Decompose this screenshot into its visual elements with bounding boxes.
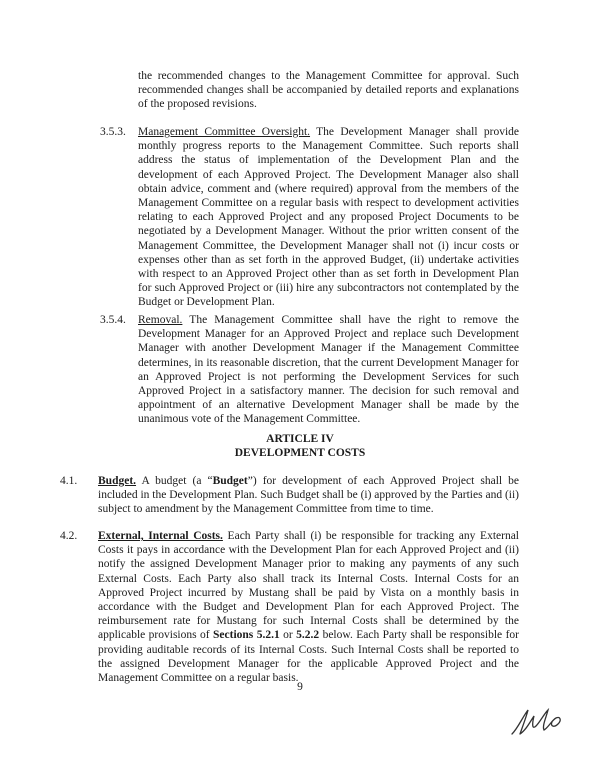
section-4-2-text-a: Each Party shall (i) be responsible for tracking any External Costs it pays in accordance with the Development Plan for each Approved Project and (ii) notify the assigned Development Manager prior to making any payments of any such External Costs. Each Party also shall track its Internal Costs. Internal Costs for an Approved Project incurred by Mustang shall be paid by Vista on a monthly basis in accordance with the Budget and Development Plan for each Approved Project. The reimbursement rate for Mustang for such Internal Costs shall be determined by the applicable provisions of	[98, 530, 519, 642]
section-4-2	[98, 529, 519, 685]
section-4-2-ref-b: 5.2.2	[296, 629, 320, 642]
section-number-4-1: 4.1.	[60, 475, 78, 487]
section-4-2-heading: External, Internal Costs.	[98, 530, 223, 542]
section-3-5-4	[138, 313, 519, 427]
section-3-5-3-text: The Development Manager shall provide monthly progress reports to the Management Committee. Such reports shall address the status of implementation of the Development Plan and the development of each Approved Project. The Development Manager also shall obtain advice, comment and (where required) approval from the members of the Management Committee on a regular basis with respect to development activities relating to each Approved Project and any proposed Project Documents to be negotiated by a Development Manager. Without the prior written consent of the Management Committee, the Development Manager shall not (i) incur costs or expenses other than as set forth in the approved Budget, (ii) undertake activities with respect to an Approved Project other than as set forth in Development Plan for such Approved Project or (iii) hire any subcontractors not contemplated by the Budget or Development Plan.	[138, 126, 520, 309]
section-4-2-ref-a: Sections 5.2.1	[213, 629, 280, 642]
article-title: ARTICLE IV	[266, 433, 334, 445]
section-4-1-text-a: A budget (a “	[136, 475, 213, 487]
initials-signature	[508, 704, 568, 738]
section-number-4-2: 4.2.	[60, 530, 78, 542]
section-3-5-4-text: The Management Committee shall have the right to remove the Development Manager for an Approved Project and replace such Development Manager with another Development Manager if the Management Committee determines, in its reasonable discretion, that the current Development Manager for an Approved Project is not performing the Development Services for such Approved Project in a satisfactory manner. The decision for such removal and appointment of an alternative Development Manager shall be made by the unanimous vote of the Management Committee.	[138, 314, 519, 426]
section-3-5-4-heading: Removal.	[138, 314, 183, 326]
section-3-5-3	[138, 125, 519, 310]
section-number-3-5-3: 3.5.3.	[100, 126, 126, 138]
intro-paragraph	[138, 69, 519, 112]
intro-text: the recommended changes to the Management Committee for approval. Such recommended changes shall be accompanied by detailed reports and explanations of the proposed revisions.	[138, 70, 519, 111]
section-4-2-text-b: or	[279, 629, 297, 642]
section-number-3-5-4: 3.5.4.	[100, 314, 126, 326]
page-number: 9	[297, 681, 303, 693]
section-4-1	[98, 474, 519, 517]
section-4-1-defined-term: Budget	[212, 475, 248, 487]
section-3-5-3-heading: Management Committee Oversight.	[138, 126, 311, 138]
section-4-2-text-c: below. Each Party shall be responsible for providing auditable records of its Internal Costs. Such Internal Costs shall be reported to the assigned Development Manager for the applicable Approved Project and the Management Committee on a regular basis.	[98, 629, 519, 685]
section-4-1-text-b: ”) for development of each Approved Project shall be included in the Development Plan. Such Budget shall be (i) approved by the Parties and (ii) subject to amendment by the Management Committee from time to time.	[98, 475, 520, 516]
section-4-1-heading: Budget.	[98, 475, 137, 487]
article-subtitle: DEVELOPMENT COSTS	[234, 447, 366, 459]
